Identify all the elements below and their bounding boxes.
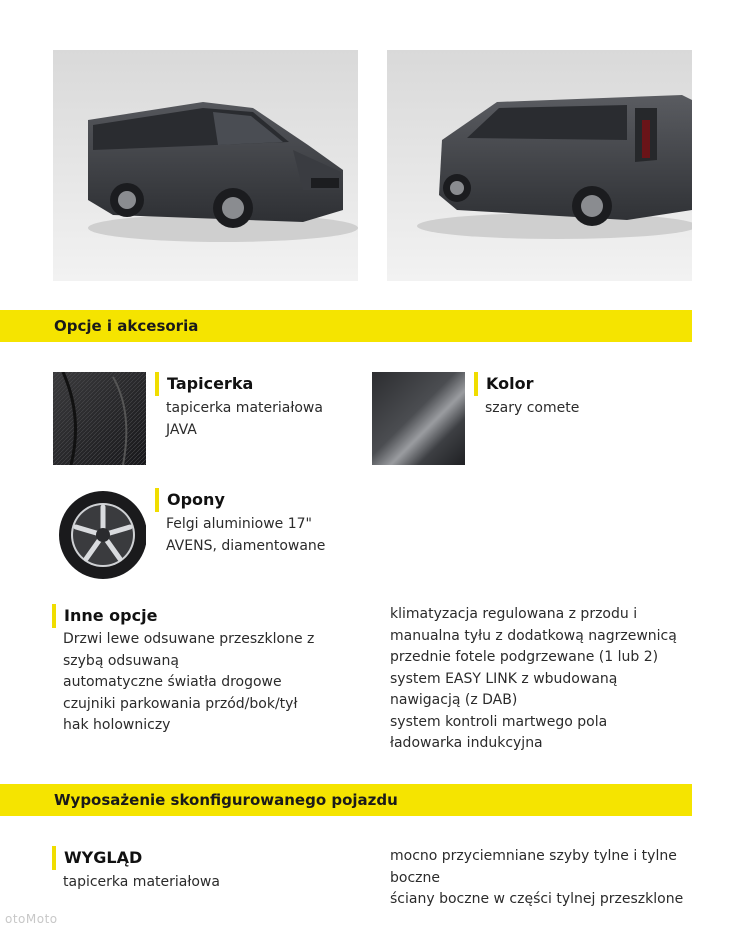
option-item: czujniki parkowania przód/bok/tył (63, 695, 298, 712)
color-line: szary comete (485, 400, 580, 416)
upholstery-line: JAVA (166, 421, 197, 438)
option-item: Drzwi lewe odsuwane przeszklone z (63, 631, 315, 647)
color-thumbnail (372, 372, 465, 465)
option-item: manualna tyłu z dodatkową nagrzewnicą (390, 627, 677, 644)
options-section-band (0, 310, 692, 342)
equipment-section-band (0, 784, 692, 816)
equipment-section-title: Wyposażenie skonfigurowanego pojazdu (54, 791, 398, 809)
van-rear-photo (387, 50, 692, 281)
van-front-illustration (53, 50, 358, 281)
tires-line: AVENS, diamentowane (166, 537, 326, 554)
tires-details (166, 514, 325, 557)
other-options-right-list (390, 604, 677, 755)
wheel-icon (53, 487, 146, 580)
options-section-title: Opcje i akcesoria (54, 317, 199, 335)
color-heading: Kolor (474, 372, 533, 396)
upholstery-thumbnail (53, 372, 146, 465)
other-options-heading: Inne opcje (52, 604, 157, 628)
upholstery-line: tapicerka materiałowa (166, 400, 323, 416)
option-item: przednie fotele podgrzewane (1 lub 2) (390, 649, 659, 665)
color-details (485, 398, 579, 420)
other-options-left-list (63, 629, 314, 737)
option-item: klimatyzacja regulowana z przodu i (390, 606, 638, 622)
appearance-right-list (390, 846, 683, 911)
tires-heading: Opony (155, 488, 225, 512)
option-item: szybą odsuwaną (63, 652, 179, 669)
equipment-item: ściany boczne w części tylnej przeszklone (390, 891, 684, 907)
option-item: system EASY LINK z wbudowaną (390, 670, 618, 687)
upholstery-heading: Tapicerka (155, 372, 253, 396)
appearance-heading: WYGLĄD (52, 846, 142, 870)
van-rear-illustration (387, 50, 692, 281)
equipment-item: mocno przyciemniane szyby tylne i tylne (390, 848, 677, 864)
equipment-item: boczne (390, 869, 440, 886)
appearance-left-list (63, 872, 220, 894)
van-front-photo (53, 50, 358, 281)
option-item: nawigacją (z DAB) (390, 692, 518, 708)
upholstery-swatch-image (53, 372, 146, 465)
option-item: hak holowniczy (63, 717, 171, 733)
tires-thumbnail (53, 487, 146, 580)
option-item: ładowarka indukcyjna (390, 735, 543, 751)
option-item: system kontroli martwego pola (390, 713, 608, 730)
tires-line: Felgi aluminiowe 17" (166, 516, 312, 532)
equipment-item: tapicerka materiałowa (63, 874, 220, 890)
color-swatch-image (372, 372, 465, 465)
upholstery-details (166, 398, 323, 441)
watermark: otoMoto (5, 912, 58, 926)
option-item: automatyczne światła drogowe (63, 674, 282, 690)
